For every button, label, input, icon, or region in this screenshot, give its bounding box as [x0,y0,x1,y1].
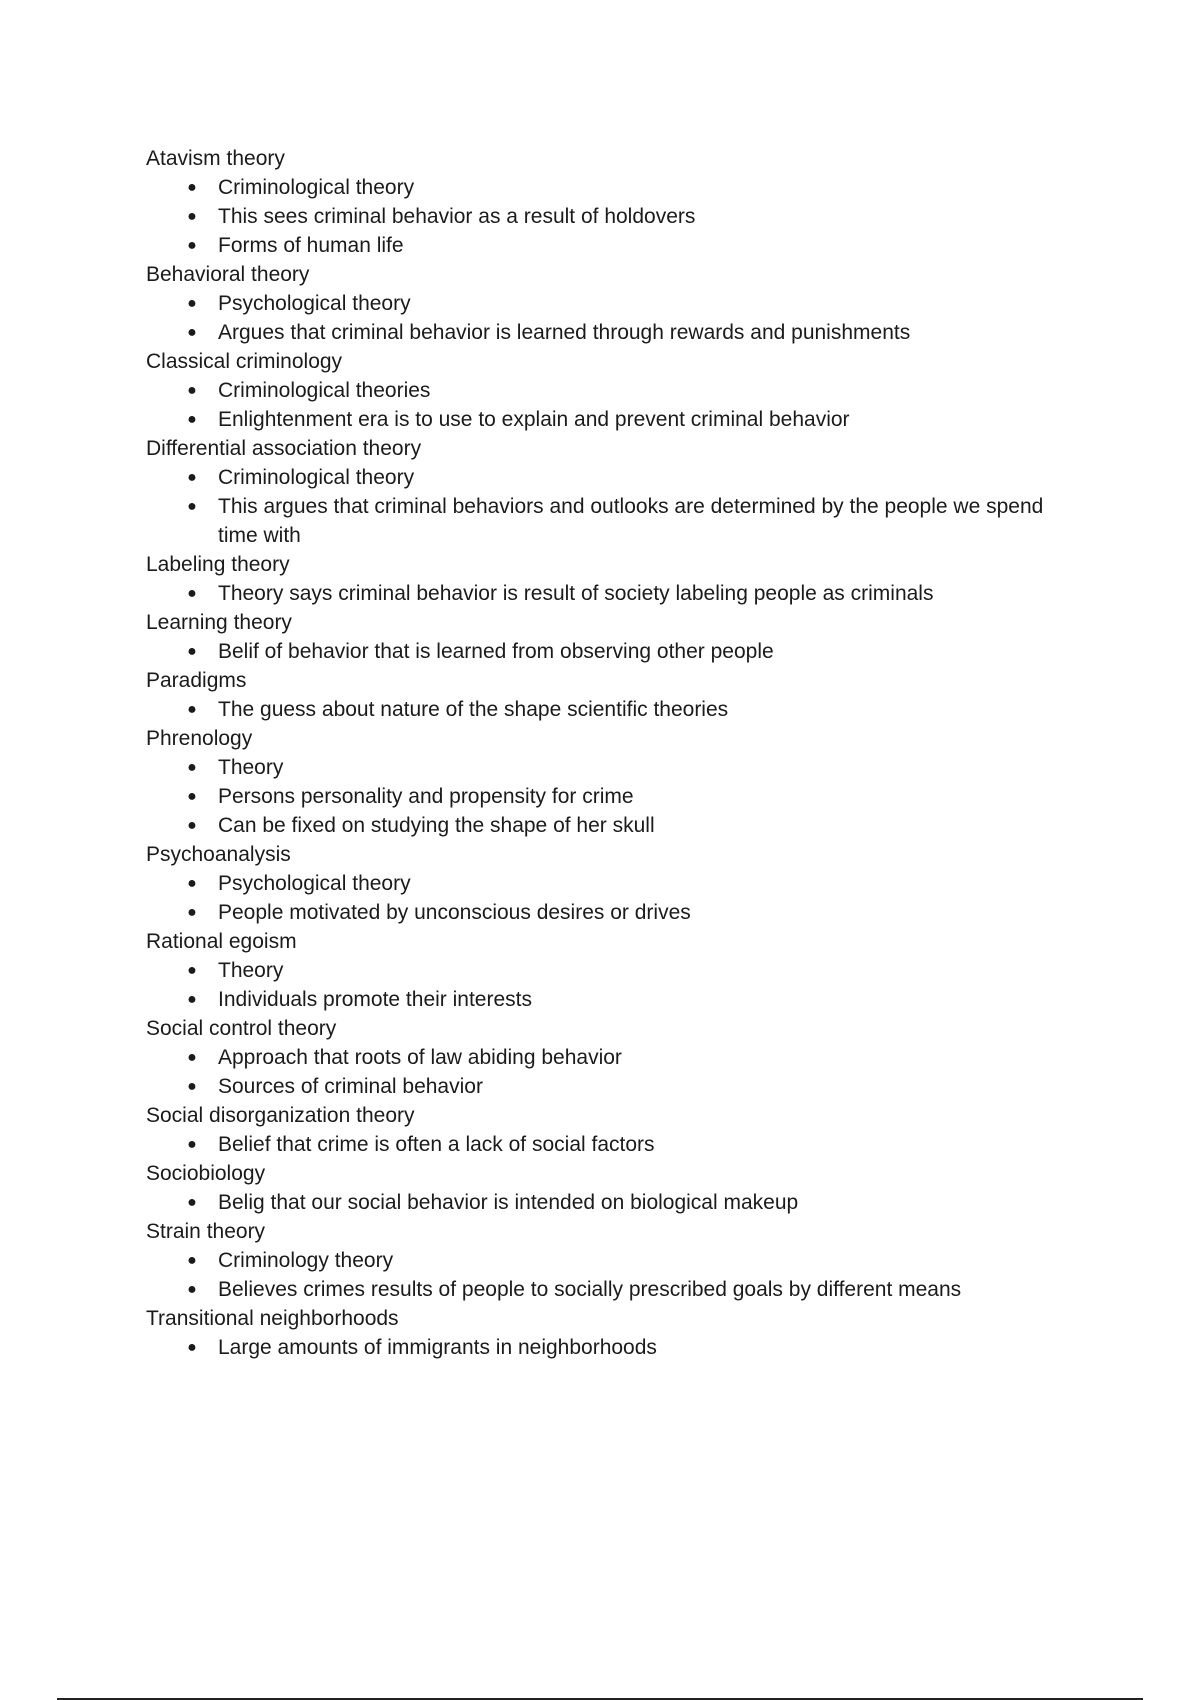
list-item-text: Individuals promote their interests [218,988,532,1011]
bullet-icon: ● [187,411,197,428]
glossary-term: Psychoanalysis [146,843,291,866]
list-item [187,695,1076,724]
glossary-term: Rational egoism [146,930,297,953]
list-item-text: Theory says criminal behavior is result of society labeling people as criminals [218,582,934,605]
list-item-text: Believes crimes results of people to socially prescribed goals by different means [218,1278,962,1301]
list-item [187,637,1076,666]
list-item [187,1333,1076,1362]
list-item [187,782,1076,811]
glossary-term: Social control theory [146,1017,337,1040]
bullet-list [146,637,1076,666]
list-item-text: Approach that roots of law abiding behavior [218,1046,622,1069]
list-item-text: Enlightenment era is to use to explain and prevent criminal behavior [218,408,850,431]
bullet-icon: ● [187,179,197,196]
list-item [187,1072,1076,1101]
list-item [187,202,1076,231]
glossary-term: Differential association theory [146,437,422,460]
bullet-icon: ● [187,1339,197,1356]
glossary-term: Classical criminology [146,350,343,373]
list-item-text: Belig that our social behavior is intended on biological makeup [218,1191,799,1214]
list-item [187,318,1076,347]
list-item-text: Criminological theory [218,466,415,489]
glossary-term: Transitional neighborhoods [146,1307,399,1330]
list-item [187,753,1076,782]
list-item-text: Criminological theories [218,379,431,402]
list-item-text: Argues that criminal behavior is learned through rewards and punishments [218,321,911,344]
list-item [187,231,1076,260]
glossary-term: Behavioral theory [146,263,310,286]
list-item-text: Can be fixed on studying the shape of her skull [218,814,655,837]
bullet-icon: ● [187,498,197,515]
list-item-text: Sources of criminal behavior [218,1075,483,1098]
bullet-icon: ● [187,585,197,602]
glossary-term: Learning theory [146,611,292,634]
list-item-text: This argues that criminal behaviors and outlooks are determined by the people we spend time with [218,495,1044,547]
list-item [187,405,1076,434]
bullet-list [146,1246,1076,1304]
glossary-term: Atavism theory [146,147,285,170]
glossary-term: Social disorganization theory [146,1104,415,1127]
list-item [187,985,1076,1014]
list-item-text: Forms of human life [218,234,404,257]
bullet-icon: ● [187,991,197,1008]
list-item [187,811,1076,840]
list-item [187,289,1076,318]
list-item-text: Large amounts of immigrants in neighborhoods [218,1336,657,1359]
glossary-term: Paradigms [146,669,247,692]
bullet-list [146,1333,1076,1362]
glossary-term: Phrenology [146,727,253,750]
bullet-icon: ● [187,469,197,486]
bullet-icon: ● [187,382,197,399]
list-item-text: Theory [218,959,284,982]
list-item-text: Psychological theory [218,872,411,895]
bullet-icon: ● [187,295,197,312]
glossary-content [146,144,1076,1362]
bullet-icon: ● [187,759,197,776]
bullet-list [146,173,1076,260]
list-item-text: The guess about nature of the shape scientific theories [218,698,729,721]
list-item [187,1043,1076,1072]
bullet-icon: ● [187,1194,197,1211]
list-item [187,1188,1076,1217]
list-item-text: This sees criminal behavior as a result of holdovers [218,205,696,228]
bullet-icon: ● [187,904,197,921]
bullet-icon: ● [187,875,197,892]
list-item [187,376,1076,405]
list-item-text: Persons personality and propensity for crime [218,785,634,808]
bullet-list [146,289,1076,347]
list-item [187,1130,1076,1159]
bullet-list [146,695,1076,724]
glossary-term: Strain theory [146,1220,266,1243]
bullet-list [146,1188,1076,1217]
glossary-term: Labeling theory [146,553,290,576]
list-item [187,492,1076,550]
bullet-icon: ● [187,643,197,660]
bullet-list [146,579,1076,608]
list-item-text: Psychological theory [218,292,411,315]
bullet-list [146,869,1076,927]
list-item-text: Belif of behavior that is learned from observing other people [218,640,774,663]
bullet-icon: ● [187,1049,197,1066]
list-item [187,898,1076,927]
list-item [187,1246,1076,1275]
list-item-text: Belief that crime is often a lack of social factors [218,1133,655,1156]
bullet-icon: ● [187,962,197,979]
list-item [187,579,1076,608]
list-item [187,1275,1076,1304]
bullet-list [146,1043,1076,1101]
bullet-icon: ● [187,788,197,805]
list-item-text: People motivated by unconscious desires or drives [218,901,691,924]
bullet-list [146,1130,1076,1159]
bullet-icon: ● [187,237,197,254]
bullet-icon: ● [187,1078,197,1095]
bullet-icon: ● [187,817,197,834]
bullet-icon: ● [187,1281,197,1298]
bullet-icon: ● [187,1252,197,1269]
bullet-list [146,753,1076,840]
list-item-text: Theory [218,756,284,779]
list-item [187,956,1076,985]
bullet-icon: ● [187,1136,197,1153]
list-item [187,463,1076,492]
list-item-text: Criminological theory [218,176,415,199]
list-item [187,173,1076,202]
bullet-icon: ● [187,324,197,341]
bullet-list [146,376,1076,434]
bullet-icon: ● [187,701,197,718]
bullet-icon: ● [187,208,197,225]
glossary-term: Sociobiology [146,1162,266,1185]
list-item [187,869,1076,898]
bullet-list [146,956,1076,1014]
list-item-text: Criminology theory [218,1249,394,1272]
bullet-list [146,463,1076,550]
